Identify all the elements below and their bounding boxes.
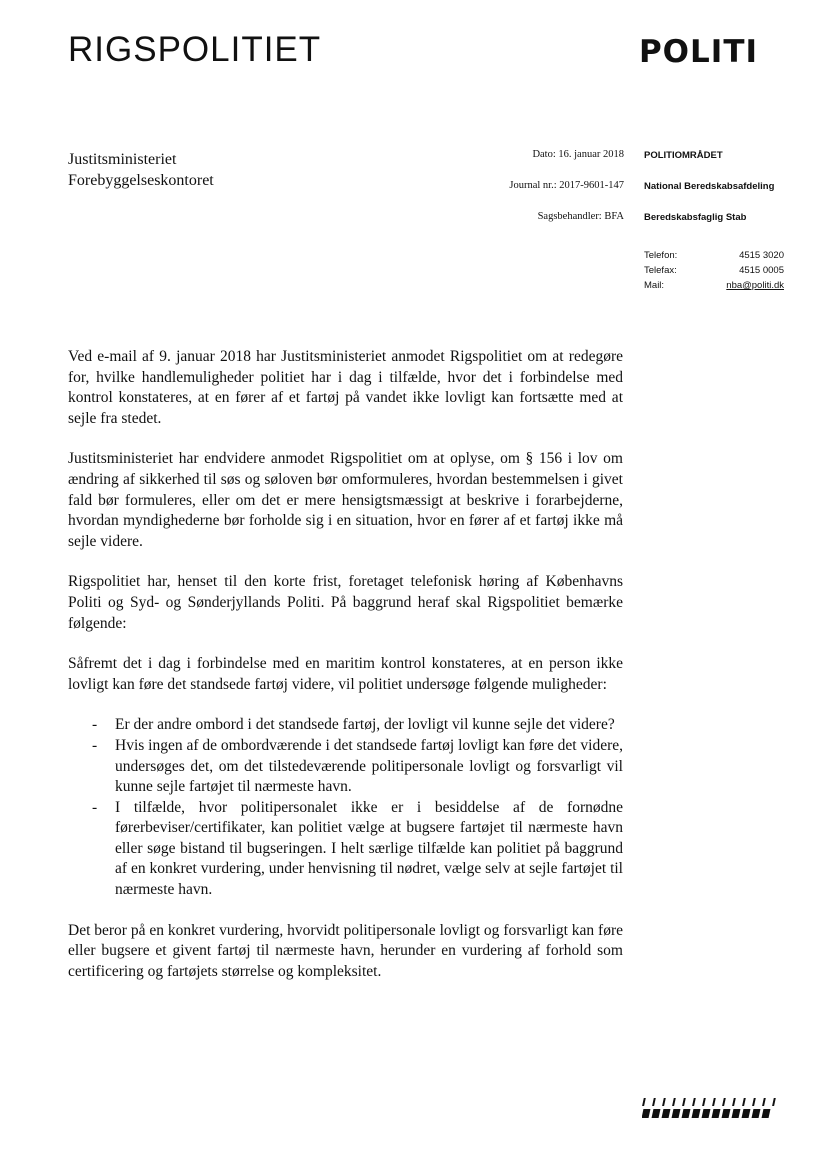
list-item-text: - I tilfælde, hvor politipersonalet ikke er i besiddelse af de fornødne førerbeviser/certifikater, kan politiet vælge at bugsere fartøjet til nærmeste havn eller søge bistand til bugseringen. I helt særlige tilfælde kan politiet på baggrund af en konkret vurdering, under henvisning til nødret, vælge selv at sejle fartøjet til nærmeste havn. [115, 798, 623, 899]
journal-line: Journal nr.: 2017-9601-147 [509, 180, 624, 191]
body-paragraph: Rigspolitiet har, henset til den korte frist, foretaget telefonisk høring af Københavns Politi og Syd- og Sønderjyllands Politi. På baggrund heraf skal Rigspolitiet bemærke følgende: [68, 573, 623, 632]
recipient-block [68, 149, 214, 191]
list-item [68, 736, 623, 798]
police-chevron-stripe-icon [642, 1097, 776, 1119]
stripe-bottom-row [642, 1109, 770, 1118]
contact-label: Telefon: [644, 250, 678, 261]
letter-body [68, 347, 623, 1002]
contact-value: 4515 0005 [739, 265, 784, 276]
list-item [68, 715, 623, 736]
closing-paragraph: Det beror på en konkret vurdering, hvorvidt politipersonale lovligt og forsvarligt kan føre eller bugsere et givent fartøj til nærmeste havn, herunder en vurdering af forhold som certificering og fartøjets størrelse og kompleksitet. [68, 921, 623, 980]
contact-label: Mail: [644, 280, 665, 291]
contact-row-fax [644, 265, 784, 280]
body-paragraph: Justitsministeriet har endvidere anmodet Rigspolitiet om at oplyse, om § 156 i lov om ændring af sikkerhed til søs og søloven bør omformuleres, hvordan bestemmelsen i givet fald bør formuleres, eller om det er mere hensigtsmæssigt at beskrive i forarbejderne, hvordan myndighederne bør forholde sig i en situation, hvor en fører af et fartøj ikke må sejle videre. [68, 450, 623, 550]
list-item-text: - Er der andre ombord i det standsede fartøj, der lovligt vil kunne sejle det videre? [115, 716, 615, 734]
handler-line: Sagsbehandler: BFA [537, 211, 624, 222]
stripe-top-row [642, 1098, 776, 1106]
letter-meta [430, 149, 624, 242]
mail-link[interactable]: nba@politi.dk [726, 280, 784, 291]
list-item [68, 798, 623, 901]
org-name: RIGSPOLITIET [68, 30, 322, 69]
recipient-line-2: Forebyggelseskontoret [68, 172, 214, 189]
sender-sidebar [644, 150, 784, 295]
contact-row-mail [644, 280, 784, 295]
politi-logo: POLITI [638, 34, 758, 70]
options-list [68, 715, 623, 900]
recipient-line-1: Justitsministeriet [68, 151, 177, 168]
contact-label: Telefax: [644, 265, 677, 276]
sidebar-department: National Beredskabsafdeling [644, 181, 775, 192]
contact-list [644, 250, 784, 295]
list-item-text: - Hvis ingen af de ombordværende i det standsede fartøj lovligt kan føre det videre, undersøges det, om det tilstedeværende politipersonale lovligt og forsvarligt vil kunne sejle fartøjet til nærmeste havn. [115, 736, 623, 796]
body-paragraph: Såfremt det i dag i forbindelse med en maritim kontrol konstateres, at en person ikke lovligt kan føre det standsede fartøj videre, vil politiet undersøge følgende muligheder: [68, 655, 623, 693]
contact-row-phone [644, 250, 784, 265]
contact-value: 4515 3020 [739, 250, 784, 261]
sidebar-staff: Beredskabsfaglig Stab [644, 212, 747, 223]
body-paragraph: Ved e-mail af 9. januar 2018 har Justitsministeriet anmodet Rigspolitiet om at redegøre for, hvilke handlemuligheder politiet har i dag i tilfælde, hvor det i forbindelse med kontrol konstateres, at en fører af et fartøj på vandet ikke lovligt kan fortsætte med at sejle fra stedet. [68, 348, 623, 427]
sidebar-area: POLITIOMRÅDET [644, 150, 723, 161]
date-line: Dato: 16. januar 2018 [532, 149, 624, 160]
